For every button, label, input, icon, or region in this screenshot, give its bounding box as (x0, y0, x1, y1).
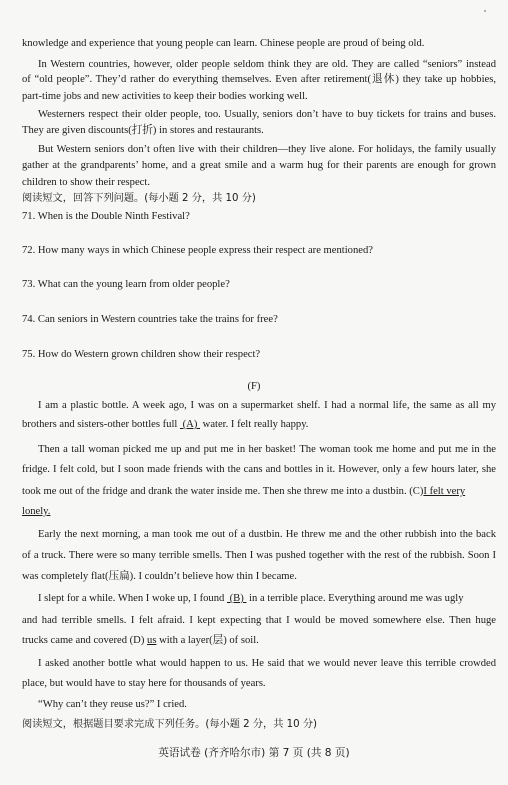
blank-b: (B) (226, 593, 247, 604)
passage-line: But Western seniors don’t often live with their children—they live alone. For holidays, the family usually (38, 144, 496, 155)
passage-line: was completely flat(压扁). I couldn’t believe how thin I became. (22, 571, 297, 582)
text-run: brothers and sisters-other bottles full (22, 419, 180, 430)
passage-line (38, 592, 496, 605)
text-run: with a layer(层) of soil. (156, 635, 259, 646)
underlined-c: I felt very (423, 486, 466, 497)
text-run: trucks came and covered (D) (22, 635, 148, 646)
passage-line: fridge. I felt cold, but I soon made friends with the cans and bottles in it. However, only a few hours later, she (22, 464, 496, 475)
passage-line: children to show their respect. (22, 177, 150, 188)
question-75: 75. How do Western grown children show their respect? (22, 349, 261, 360)
scan-speck (484, 10, 486, 12)
passage-line: Westerners respect their older people, too. Usually, seniors don’t have to buy tickets for trains and buses. (38, 109, 496, 120)
underlined-d: us (147, 635, 157, 646)
passage-line: Early the next morning, a man took me out of a dustbin. He threw me and the other rubbish into the back (38, 529, 496, 540)
passage-line: part-time jobs and new activities to keep their bodies working well. (22, 91, 308, 102)
passage-line: Then a tall woman picked me up and put me in her basket! The woman took me home and put me in the (38, 444, 496, 455)
passage-line: of a truck. There were so many terrible smells. Then I was pushed together with the rest of the rubbish. Soon I (22, 550, 496, 561)
passage-line: knowledge and experience that young people can learn. Chinese people are proud of being old. (22, 38, 425, 49)
instruction-f: 阅读短文，根据题目要求完成下列任务。(每小题 2 分，共 10 分) (22, 719, 318, 730)
passage-line: I am a plastic bottle. A week ago, I was on a supermarket shelf. I had a normal life, the same as all my (38, 400, 496, 411)
passage-line: I asked another bottle what would happen to us. He said that we would never leave this terrible crowded (38, 658, 496, 669)
underlined-c-cont: lonely. (22, 506, 51, 517)
passage-line (22, 418, 496, 431)
passage-line: and had terrible smells. I felt afraid. I kept expecting that I would be moved somewhere else. Then huge (22, 615, 496, 626)
passage-line (22, 505, 496, 518)
text-run: in a terrible place. Everything around me was ugly (246, 593, 464, 604)
text-run: took me out of the fridge and drank the water inside me. Then she threw me into a dustbin. (C) (22, 486, 424, 497)
text-run: water. I felt really happy. (200, 419, 309, 430)
text-run: I slept for a while. When I woke up, I found (38, 593, 227, 604)
passage-line: In Western countries, however, older people seldom think they are old. They are called “seniors” instead (38, 59, 496, 70)
question-74: 74. Can seniors in Western countries take the trains for free? (22, 314, 278, 325)
passage-line: They are given discounts(打折) in stores and restaurants. (22, 125, 264, 136)
question-71: 71. When is the Double Ninth Festival? (22, 211, 190, 222)
passage-line (22, 634, 496, 647)
page-footer: 英语试卷 (齐齐哈尔市) 第 7 页 (共 8 页) (158, 747, 350, 759)
blank-a: (A) (180, 419, 201, 430)
passage-line: “Why can’t they reuse us?” I cried. (38, 699, 187, 710)
passage-line: place, but would have to stay here for thousands of years. (22, 678, 266, 689)
instruction-e: 阅读短文，回答下列问题。(每小题 2 分，共 10 分) (22, 193, 256, 204)
section-f-label: (F) (247, 381, 261, 392)
question-72: 72. How many ways in which Chinese people express their respect are mentioned? (22, 245, 373, 256)
question-73: 73. What can the young learn from older people? (22, 279, 230, 290)
passage-line (22, 485, 496, 498)
passage-line: of “old people”. They’d rather do everything themselves. Even after retirement(退休) they take up hobbies, (22, 74, 496, 85)
passage-line: gather at the grandparents’ home, and a great smile and a warm hug for their parents are enough for grown (22, 160, 496, 171)
